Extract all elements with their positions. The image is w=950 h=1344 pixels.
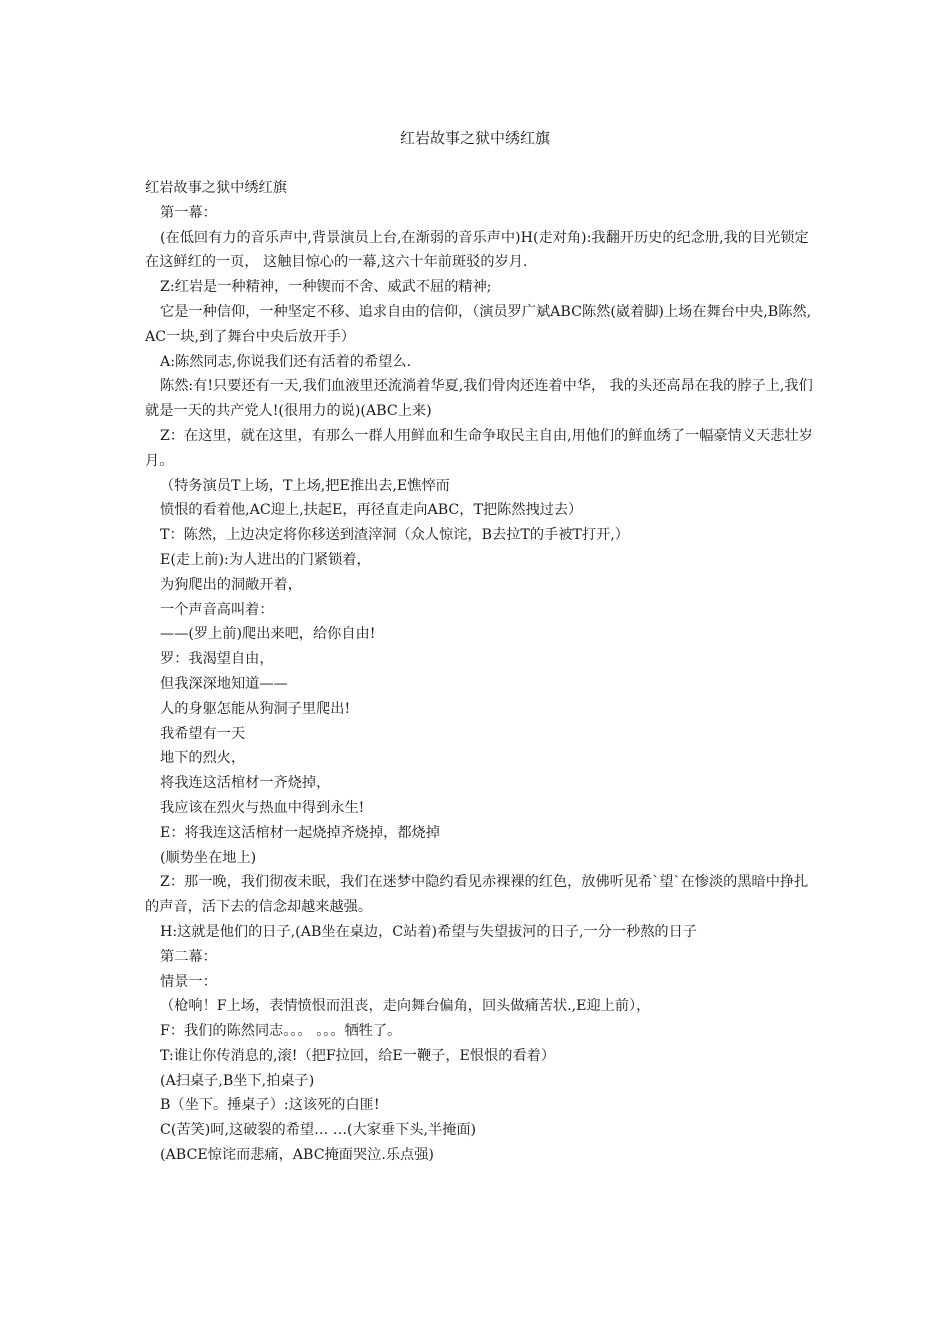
paragraph: (A扫桌子,B坐下,拍桌子) xyxy=(160,1072,315,1089)
paragraph: 将我连这活棺材一齐烧掉， xyxy=(160,775,331,792)
paragraph: 为狗爬出的洞敞开着， xyxy=(160,576,302,593)
paragraph: 愤恨的看着他,AC迎上,扶起E，再径直走向ABC，T把陈然拽过去） xyxy=(160,502,583,519)
paragraph: 罗：我渴望自由， xyxy=(160,651,274,668)
paragraph: (在低回有力的音乐声中,背景演员上台,在渐弱的音乐声中)H(走对角):我翻开历史的纪念册,我的目光锁定在这鲜红的一页， 这触目惊心的一幕,这六十年前斑驳的岁月. xyxy=(145,229,809,271)
paragraph: Z：那一晚，我们彻夜未眠，我们在迷梦中隐约看见赤裸裸的红色，放佛听见希`望`在惨淡的黑暗中挣扎的声音，活下去的信念却越来越强。 xyxy=(145,874,809,916)
paragraph: B（坐下。捶桌子）:这该死的白匪! xyxy=(160,1097,380,1114)
paragraph: E(走上前):为人进出的门紧锁着， xyxy=(160,551,371,568)
paragraph: 我希望有一天 xyxy=(160,725,246,742)
paragraph: 第二幕： xyxy=(160,948,217,965)
paragraph: (ABCE惊诧而悲痛，ABC掩面哭泣.乐点强) xyxy=(160,1147,434,1164)
paragraph: 情景一： xyxy=(160,973,217,990)
paragraph: 它是一种信仰，一种坚定不移、追求自由的信仰，（演员罗广斌ABC陈然(崴着脚)上场在舞台中央,B陈然,AC一块,到了舞台中央后放开手） xyxy=(145,303,812,345)
paragraph: F：我们的陈然同志。。。 。。。牺牲了。 xyxy=(160,1023,402,1040)
paragraph: 陈然:有!只要还有一天,我们血液里还流淌着华夏,我们骨肉还连着中华， 我的头还高昂在我的脖子上,我们就是一天的共产党人!(很用力的说)(ABC上来) xyxy=(145,378,813,420)
paragraph: E：将我连这活棺材一起烧掉齐烧掉，都烧掉 xyxy=(160,824,440,841)
paragraph: 人的身躯怎能从狗洞子里爬出! xyxy=(160,700,351,717)
paragraph: (顺势坐在地上) xyxy=(160,849,257,866)
paragraph: ——(罗上前)爬出来吧，给你自由! xyxy=(160,626,376,643)
paragraph: C(苦笑)呵,这破裂的希望… …(大家垂下头,半掩面) xyxy=(160,1122,477,1139)
paragraph: 一个声音高叫着： xyxy=(160,601,274,618)
paragraph: 我应该在烈火与热血中得到永生! xyxy=(160,799,365,816)
document-body xyxy=(145,176,813,1168)
paragraph: A:陈然同志,你说我们还有活着的希望么. xyxy=(160,353,412,370)
paragraph: 第一幕： xyxy=(160,204,217,221)
paragraph: （枪响！F上场，表情愤恨而沮丧，走向舞台偏角，回头做痛苦状.,E迎上前）， xyxy=(160,998,651,1015)
paragraph: H:这就是他们的日子,(AB坐在桌边，C站着)希望与失望拔河的日子,一分一秒熬的日子 xyxy=(160,923,697,940)
paragraph: T:谁让你传消息的,滚!（把F拉回，给E一鞭子，E恨恨的看着） xyxy=(160,1047,556,1064)
paragraph: Z：在这里，就在这里，有那么一群人用鲜血和生命争取民主自由,用他们的鲜血绣了一幅豪情义天悲壮岁月。 xyxy=(145,427,813,469)
paragraph: 但我深深地知道—— xyxy=(160,675,288,692)
document-title: 红岩故事之狱中绣红旗 xyxy=(399,129,550,147)
paragraph: （特务演员T上场，T上场,把E推出去,E憔悴而 xyxy=(160,477,450,494)
paragraph: T：陈然，上边决定将你移送到渣滓洞（众人惊诧，B去拉T的手被T打开,） xyxy=(160,527,629,544)
paragraph: 地下的烈火， xyxy=(160,750,246,767)
paragraph: 红岩故事之狱中绣红旗 xyxy=(145,180,287,196)
paragraph: Z:红岩是一种精神，一种锲而不舍、威武不屈的精神; xyxy=(160,279,492,296)
